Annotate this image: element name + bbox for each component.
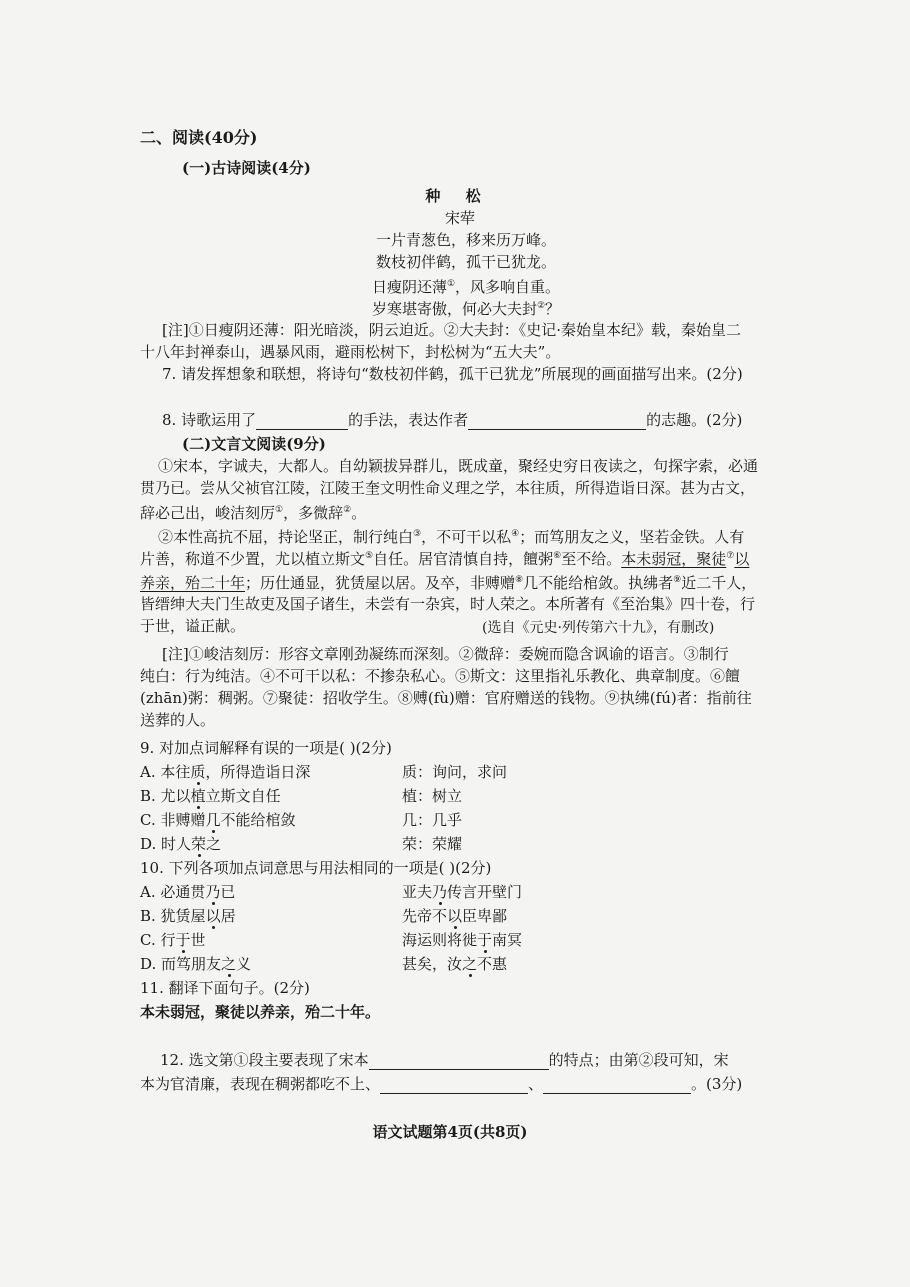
poem-line-4: 岁寒堪寄傲，何必大夫封②？	[371, 300, 561, 318]
q9-option-a-meaning: 质：询问，求问	[402, 763, 508, 781]
question-10: 10. 下列各项加点词意思与用法相同的一项是( )(2分)	[140, 859, 492, 877]
q9-option-d[interactable]: D. 时人荣之	[140, 835, 222, 853]
q8-blank-aspiration[interactable]	[468, 413, 646, 430]
question-11: 11. 翻译下面句子。(2分)	[140, 979, 310, 997]
q9-option-b[interactable]: B. 尤以植立斯文自任	[140, 787, 281, 805]
q9-option-a[interactable]: A. 本往质，所得造诣日深	[140, 763, 311, 781]
q12-blank-evidence-1[interactable]	[380, 1077, 528, 1094]
q10-option-a-compare: 亚夫乃传言开壁门	[402, 883, 523, 901]
passage-note-line-4: 送葬的人。	[140, 711, 216, 729]
passage-p2-line-5: 于世，谥正献。	[140, 617, 246, 635]
section-heading: 二、阅读(40分)	[140, 128, 258, 147]
q11-sentence: 本未弱冠，聚徒以养亲，殆二十年。	[140, 1003, 381, 1021]
poem-line-2: 数枝初伴鹤，孤干已犹龙。	[375, 253, 557, 271]
q12-blank-trait[interactable]	[369, 1053, 549, 1070]
question-12-line-1: 12. 选文第①段主要表现了宋本 的特点；由第②段可知，宋	[160, 1051, 729, 1069]
q10-option-a[interactable]: A. 必通贯乃已	[140, 883, 236, 901]
q10-option-d[interactable]: D. 而笃朋友之义	[140, 955, 252, 973]
q10-option-d-compare: 甚矣，汝之不惠	[402, 955, 508, 973]
poem-line-3: 日瘦阴还薄①，风多响自重。	[371, 278, 561, 296]
passage-p1-line-3: 辞必己出，峻洁刻厉①，多微辞②。	[140, 504, 367, 522]
question-12-line-2: 本为官清廉，表现在稠粥都吃不上、 、 。(3分)	[140, 1075, 743, 1093]
passage-p1-line-2: 贯乃已。尝从父祯官江陵，江陵王奎文明性命义理之学，本往质，所得造诣日深。甚为古文，	[140, 479, 756, 497]
passage-p2-line-3: 养亲，殆二十年；历仕通显，犹赁屋以居。及卒，非赙赠⑧几不能给棺敛。执绋者⑨近二千人，	[140, 574, 757, 592]
q10-option-c[interactable]: C. 行于世	[140, 931, 206, 949]
poem-line-1: 一片青葱色，移来历万峰。	[375, 231, 557, 249]
q8-blank-technique[interactable]	[256, 413, 348, 430]
q9-option-c[interactable]: C. 非赙赠几不能给棺敛	[140, 811, 296, 829]
poem-title: 种 松	[425, 187, 491, 205]
passage-note-line-1: [注]①峻洁刻厉：形容文章刚劲凝练而深刻。②微辞：委婉而隐含讽谕的语言。③制行	[162, 645, 729, 663]
passage-p1-line-1: ①宋本，字诚夫，大都人。自幼颖拔异群儿，既成童，聚经史穷日夜读之，句探字索，必通	[158, 457, 759, 475]
passage-p2-line-4: 皆缙绅大夫门生故吏及国子诸生，未尝有一杂宾，时人荣之。本所著有《至治集》四十卷，行	[140, 595, 756, 613]
q9-option-c-meaning: 几：几乎	[402, 811, 463, 829]
poem-note-line-2: 十八年封禅泰山，遇暴风雨，避雨松树下，封松树为“五大夫”。	[140, 343, 561, 361]
passage-p2-line-1: ②本性高抗不屈，持论坚正，制行纯白③，不可干以私④；而笃朋友之义，坚若金铁。人有	[158, 528, 745, 546]
poem-section-heading: (一)古诗阅读(4分)	[182, 159, 311, 177]
question-9: 9. 对加点词解释有误的一项是( )(2分)	[140, 739, 392, 757]
q10-option-c-compare: 海运则将徙于南冥	[402, 931, 523, 949]
classical-section-heading: (二)文言文阅读(9分)	[182, 435, 326, 453]
q9-option-b-meaning: 植：树立	[402, 787, 463, 805]
question-7: 7. 请发挥想象和联想，将诗句“数枝初伴鹤，孤干已犹龙”所展现的画面描写出来。(2分)	[162, 365, 743, 383]
question-8: 8. 诗歌运用了 的手法，表达作者 的志趣。(2分)	[162, 411, 743, 429]
q12-blank-evidence-2[interactable]	[543, 1077, 691, 1094]
passage-note-line-2: 纯白：行为纯洁。④不可干以私：不掺杂私心。⑤斯文：这里指礼乐教化、典章制度。⑥饘	[140, 667, 741, 685]
q10-option-b-compare: 先帝不以臣卑鄙	[402, 907, 508, 925]
q9-option-d-meaning: 荣：荣耀	[402, 835, 463, 853]
page-footer: 语文试题第4页(共8页)	[372, 1123, 528, 1141]
q10-option-b[interactable]: B. 犹赁屋以居	[140, 907, 236, 925]
poem-note-line-1: [注]①日瘦阴还薄：阳光暗淡，阴云迫近。②大夫封：《史记·秦始皇本纪》载，秦始皇二	[162, 321, 741, 339]
passage-source: (选自《元史·列传第六十九》，有删改)	[482, 620, 715, 636]
poem-author: 宋荦	[444, 209, 476, 227]
passage-note-line-3: (zhān)粥：稠粥。⑦聚徒：招收学生。⑧赙(fù)赠：官府赠送的钱物。⑨执绋(fú)者：指前往	[140, 689, 752, 707]
passage-p2-line-2: 片善，称道不少置，尤以植立斯文⑤自任。居官清慎自持，饘粥⑥至不给。本未弱冠，聚徒⑦以	[140, 550, 750, 568]
